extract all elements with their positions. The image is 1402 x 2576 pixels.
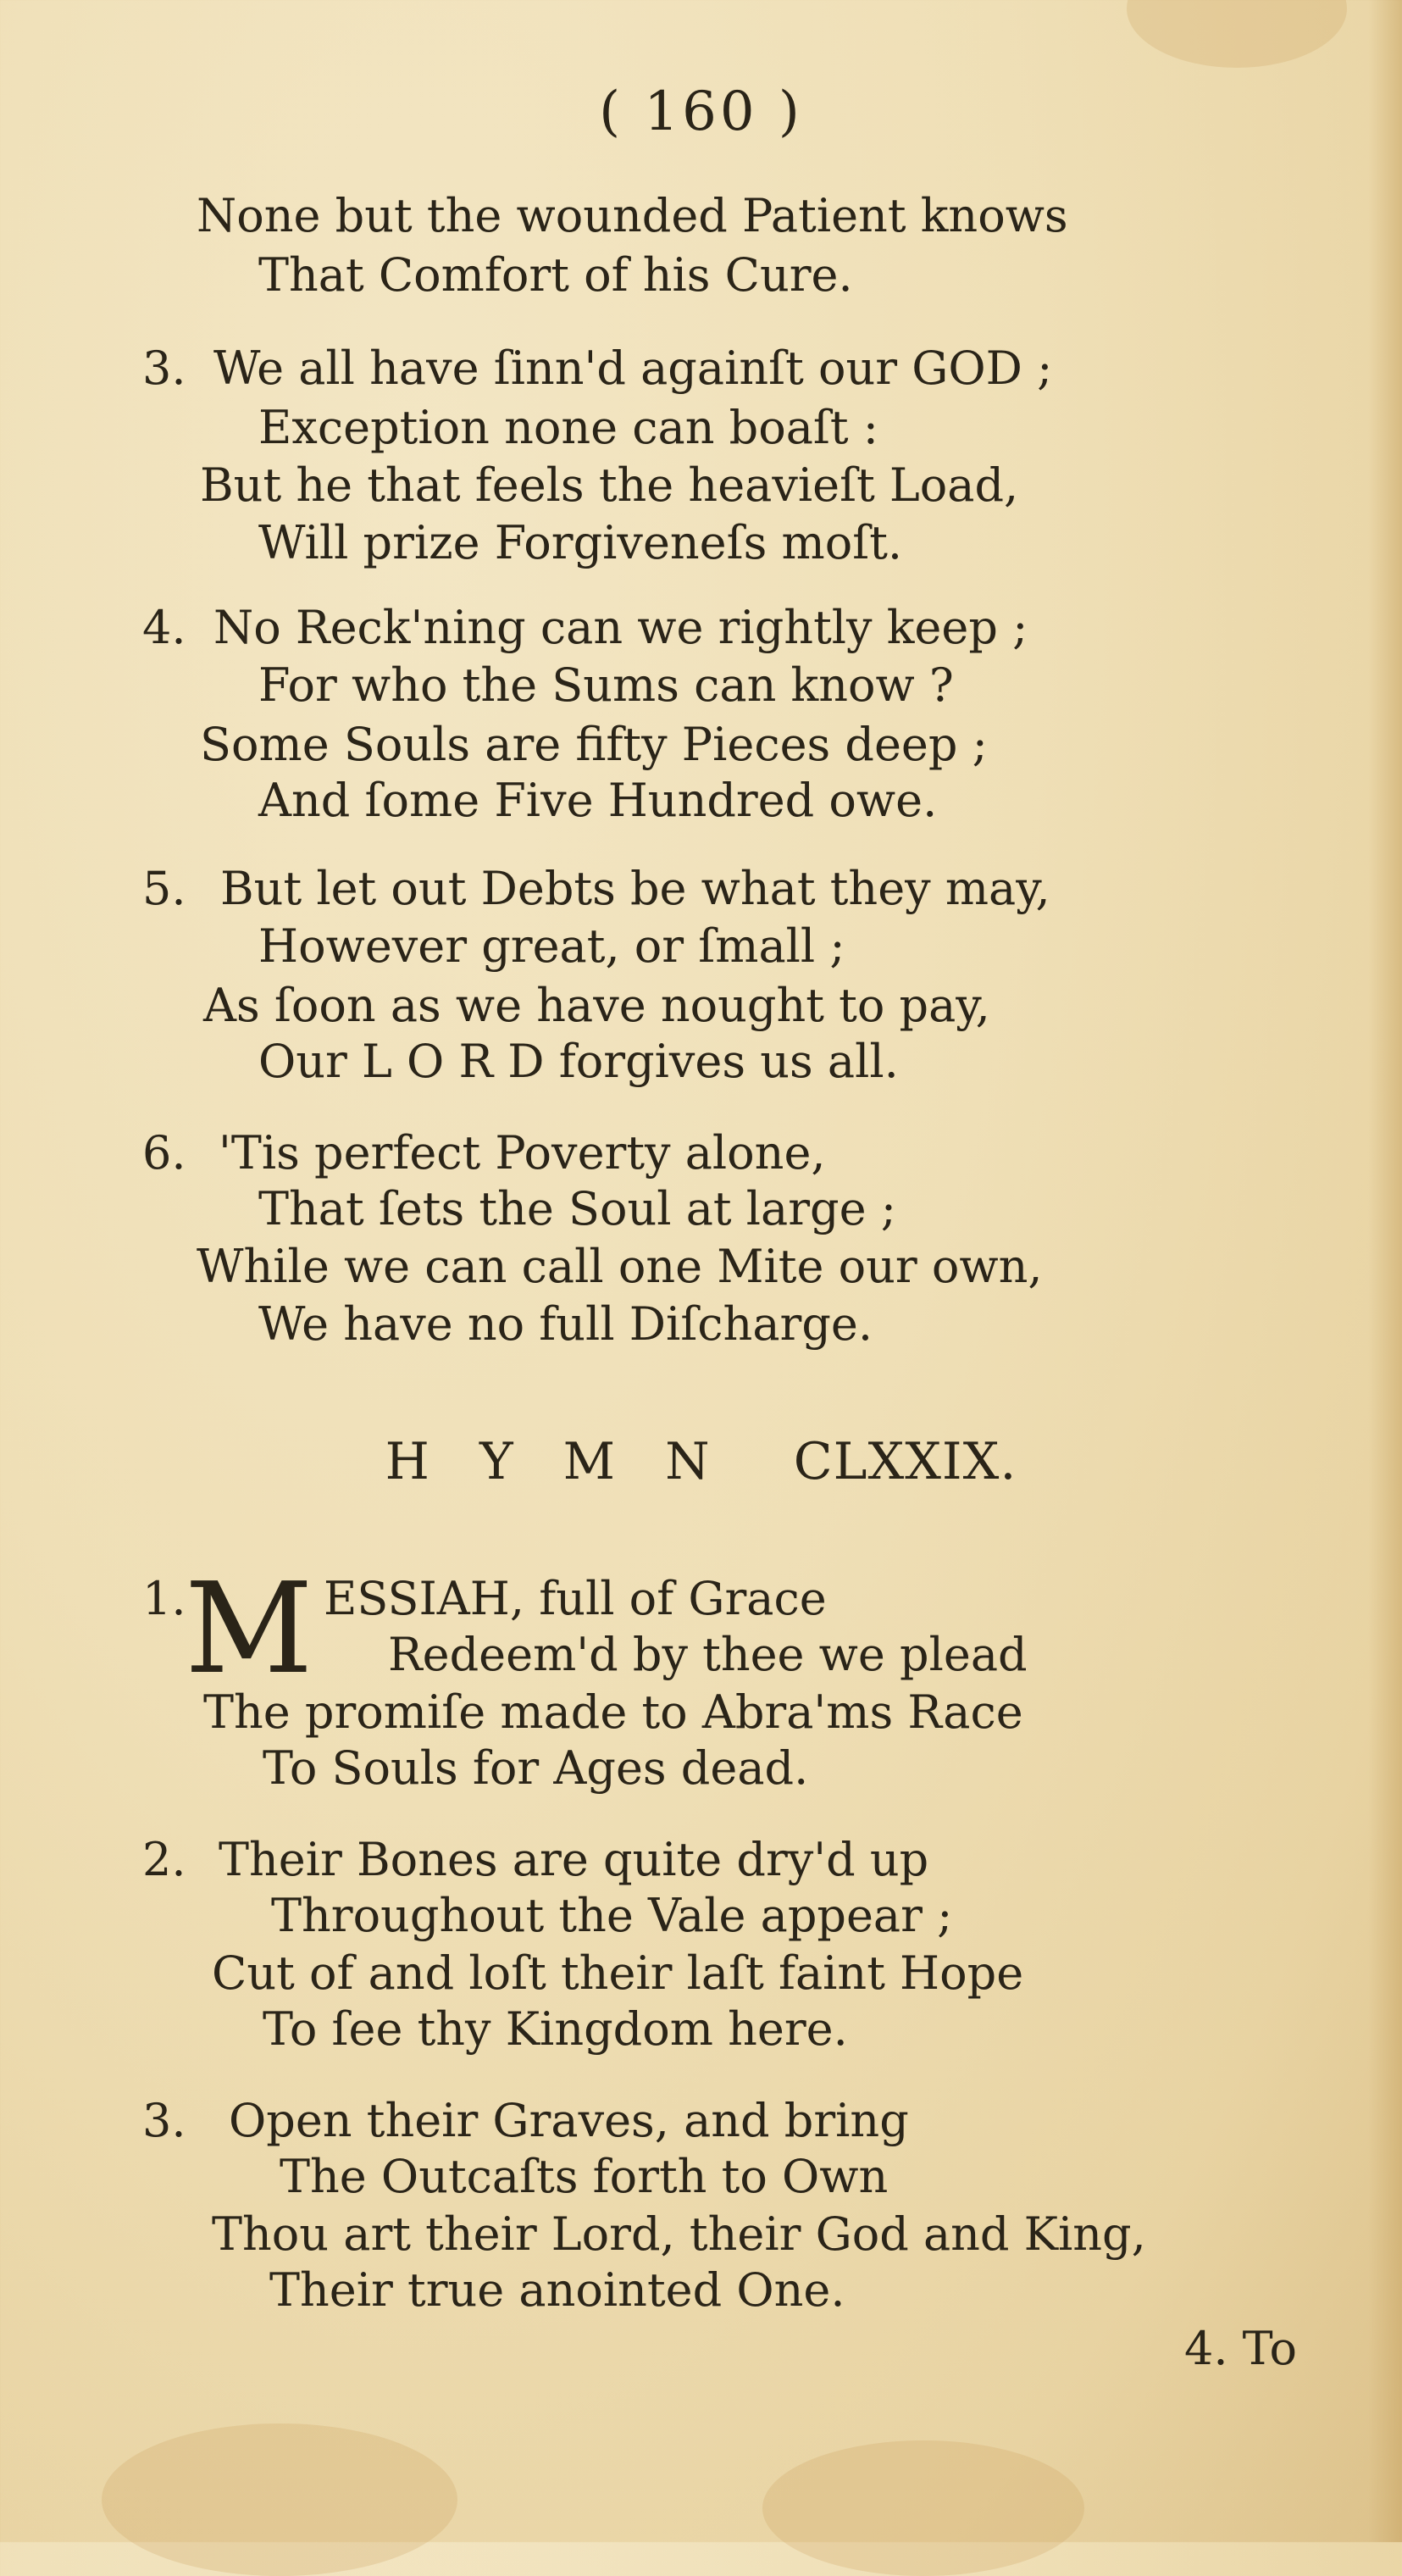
verse-line: For who the Sums can know ? bbox=[258, 658, 954, 712]
verse-line: The promiſe made to Abra'ms Race bbox=[203, 1685, 1023, 1739]
verse-line: To ſee thy Kingdom here. bbox=[263, 2002, 848, 2056]
verse-line: We have no full Diſcharge. bbox=[258, 1297, 873, 1351]
verse-line: ESSIAH, full of Grace bbox=[324, 1572, 827, 1625]
verse-line: Throughout the Vale appear ; bbox=[271, 1889, 953, 1942]
verse-line: Our L O R D forgives us all. bbox=[258, 1035, 899, 1088]
hymn-number: CLXXIX. bbox=[793, 1432, 1017, 1491]
verse-line: Cut of and loſt their laſt faint Hope bbox=[212, 1946, 1024, 2000]
verse-line: That Comfort of his Cure. bbox=[258, 248, 853, 302]
verse-line: Will prize Forgiveneſs moſt. bbox=[258, 516, 903, 569]
hymn-title-letter: M bbox=[562, 1432, 617, 1491]
verse-number: 4. bbox=[142, 601, 186, 654]
verse-number: 2. bbox=[142, 1833, 186, 1886]
verse-line: Exception none can boaſt : bbox=[258, 401, 878, 454]
hymn-title bbox=[0, 1432, 1402, 1491]
paper-stain bbox=[1127, 0, 1347, 68]
verse-line: To Souls for Ages dead. bbox=[263, 1741, 809, 1795]
page-edge bbox=[1368, 0, 1402, 2542]
verse-line: Open their Graves, and bring bbox=[229, 2094, 909, 2147]
verse-line: Their Bones are quite dry'd up bbox=[219, 1833, 929, 1886]
paper-stain bbox=[762, 2440, 1084, 2576]
verse-line: The Outcaſts forth to Own bbox=[280, 2150, 889, 2203]
verse-line: However great, or ſmall ; bbox=[258, 919, 845, 973]
verse-line: 'Tis perfect Poverty alone, bbox=[219, 1126, 826, 1180]
catchword: 4. To bbox=[1184, 2322, 1298, 2375]
verse-line: And ſome Five Hundred owe. bbox=[258, 774, 938, 827]
verse-line: Some Souls are fifty Pieces deep ; bbox=[200, 718, 988, 771]
verse-line: But let out Debts be what they may, bbox=[220, 862, 1050, 915]
hymn-title-letter: H bbox=[385, 1432, 430, 1491]
verse-line: None but the wounded Patient knows bbox=[197, 189, 1068, 242]
verse-line: That ſets the Soul at large ; bbox=[258, 1182, 896, 1235]
verse-number: 3. bbox=[142, 341, 186, 395]
page-number: ( 160 ) bbox=[599, 80, 803, 143]
verse-line: Thou art their Lord, their God and King, bbox=[212, 2207, 1146, 2261]
verse-line: Their true anointed One. bbox=[269, 2263, 845, 2317]
verse-line: No Reck'ning can we rightly keep ; bbox=[213, 601, 1028, 654]
verse-number: 6. bbox=[142, 1126, 186, 1180]
hymn-title-letter: N bbox=[665, 1432, 711, 1491]
verse-line: As ſoon as we have nought to pay, bbox=[203, 979, 990, 1032]
verse-number: 3. bbox=[142, 2094, 186, 2147]
verse-number: 5. bbox=[142, 862, 186, 915]
paper-stain bbox=[102, 2423, 457, 2576]
verse-line: Redeem'd by thee we plead bbox=[388, 1628, 1028, 1681]
verse-line: We all have ſinn'd againſt our GOD ; bbox=[213, 341, 1053, 395]
hymn-title-letter: Y bbox=[479, 1432, 514, 1491]
verse-line: While we can call one Mite our own, bbox=[197, 1240, 1043, 1293]
drop-cap: M bbox=[185, 1556, 313, 1702]
verse-line: But he that feels the heavieſt Load, bbox=[200, 458, 1019, 512]
verse-number: 1. bbox=[142, 1572, 186, 1625]
